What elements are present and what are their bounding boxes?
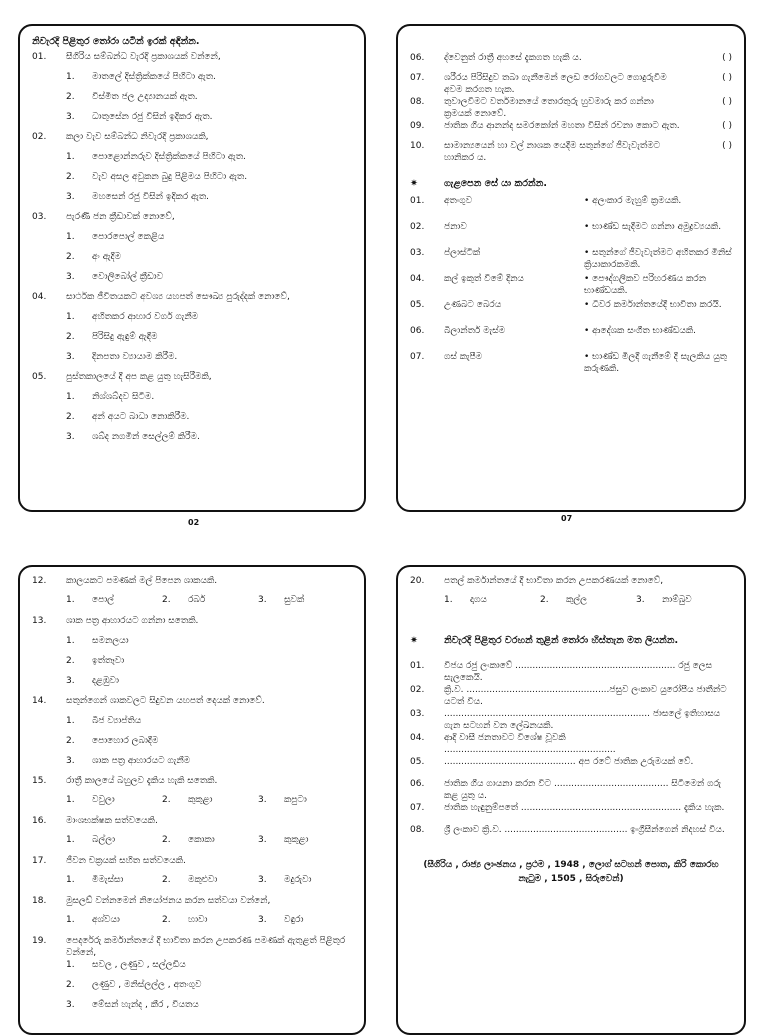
question-row (20, 211, 364, 231)
option-number: 1. (66, 72, 75, 82)
fill-heading (398, 615, 744, 660)
question-text: ජීවන චක්‍රයක් සහිත සත්වයෙකි. (66, 856, 186, 866)
option-number: 2. (66, 980, 75, 990)
option-number: 1. (66, 232, 75, 242)
option-text: කොකා (188, 835, 215, 845)
option-number: 2. (66, 412, 75, 422)
option-number: 3. (258, 595, 267, 605)
tf-row (398, 140, 744, 164)
option-number: 2. (162, 915, 171, 925)
option-row (20, 979, 364, 999)
option-text: මාතලේ දිස්ත්‍රික්කයේ පිහිටා ඇත. (92, 72, 216, 82)
option-number: 2. (540, 595, 549, 605)
option-text: අහිතකර ආහාර වර්ග ගැනීම (92, 312, 199, 322)
fill-in-list (398, 660, 744, 846)
option-row (20, 755, 364, 775)
option-text: මදුරුවා (284, 875, 312, 885)
option (162, 795, 258, 815)
option (258, 795, 354, 815)
match-right: • අලංකාර මැහුම් ක්‍රමයකි. (584, 196, 682, 206)
option-row (20, 351, 364, 371)
option-row (20, 91, 364, 111)
item-text: ශරීරය පිරිසිදුව තබා ගැනීමෙන් ලෙඩ රෝගවලට ගොදුරුවීම අවම කරගත හැක. (444, 73, 667, 95)
option-text: වවුලා (92, 795, 115, 805)
item-text: විජය රජු ලංකාවේ ........................................................ රජු ලෙස සැලකෙයි. (444, 661, 713, 683)
option-row (20, 959, 364, 979)
option-text: දාගය (470, 595, 487, 605)
question-number: 01. (32, 52, 47, 62)
item-number: 05. (410, 757, 425, 767)
option-row (20, 331, 364, 351)
item-number: 09. (410, 121, 425, 131)
option-row (20, 675, 364, 695)
question-text: පුස්තකාලයේ දී අප කළ යුතු හැසිරීමකි, (66, 372, 212, 382)
tf-row (398, 52, 744, 72)
answer-parentheses: ( ) (722, 53, 732, 63)
question-number: 13. (32, 616, 47, 626)
option-number: 2. (66, 92, 75, 102)
inline-options-row (20, 795, 364, 815)
item-text: සාමාන්‍යයෙන් හා වල් නාශක යෙදීම සතුන්ගේ ජීවැවැත්මට හානිකර ය. (444, 141, 661, 163)
fill-in-row (398, 756, 744, 778)
item-text: ආදි වාසී ජනතාවට විශේෂ වූවකි ............................................................ (444, 733, 616, 755)
answer-parentheses: ( ) (722, 97, 732, 107)
option-text: පොහොර ලබාදීම (92, 736, 159, 746)
question-text: සීගිරිය සම්බන්ධ වැරදි ප්‍රකාශයක් වන්නේ, (66, 52, 221, 62)
option-number: 1. (66, 716, 75, 726)
option-number: 1. (66, 795, 75, 805)
option-text: පොල් (92, 595, 115, 605)
item-number: 01. (410, 661, 425, 671)
fill-in-row (398, 660, 744, 684)
option-text: කපුටා (284, 795, 307, 805)
option-row (20, 999, 364, 1019)
match-right: • සතුන්ගේ ජීවැවැත්මට අහිතකර මිනිස් ක්‍රියාකාරකමකි. (584, 248, 732, 270)
option-row (20, 391, 364, 411)
option (636, 595, 732, 615)
fill-in-section (398, 567, 744, 1033)
option (540, 595, 636, 615)
item-number: 06. (410, 326, 425, 336)
option-number: 3. (66, 192, 75, 202)
option-row (20, 735, 364, 755)
question-number: 19. (32, 936, 47, 946)
option (66, 795, 162, 815)
option (66, 595, 162, 615)
question-list (20, 51, 364, 451)
option-row (20, 151, 364, 171)
question-row (20, 575, 364, 595)
option (258, 835, 354, 855)
option-text: දළඹුවා (92, 676, 119, 686)
option (258, 595, 354, 615)
option-number: 1. (66, 960, 75, 970)
matching-row (398, 195, 744, 221)
option-number: 2. (162, 795, 171, 805)
worksheet-panel-top-right (396, 24, 746, 512)
option-text: අශ්වයා (92, 915, 120, 925)
option-text: සුවක් (284, 595, 305, 605)
fill-in-row (398, 732, 744, 756)
inline-options-row (20, 835, 364, 855)
item-text: ........................................................................ ජාසලේ ඉතිහාසය ගැන සටහන් වන ලේඛනයකි. (444, 709, 721, 731)
option-text: රබර් (188, 595, 206, 605)
question-row (20, 935, 364, 959)
option-number: 2. (66, 172, 75, 182)
star-icon: ✷ (410, 635, 418, 646)
option-number: 1. (444, 595, 453, 605)
option-text: සමනලයා (92, 636, 129, 646)
true-false-list (398, 26, 744, 164)
question-text: මාංශභක්ෂක සත්වයෙකි. (66, 816, 158, 826)
item-number: 02. (410, 685, 425, 695)
option-text: මීමැස්සා (92, 875, 124, 885)
option-row (20, 715, 364, 735)
inline-options-row (20, 915, 364, 935)
option (66, 835, 162, 855)
match-left: උණබට බෙරය (444, 300, 502, 310)
option-text: ඉත්තෑවා (92, 656, 125, 666)
item-number: 08. (410, 825, 425, 835)
option-row (20, 111, 364, 131)
option-text: ධාතුසේන රජු විසින් ඉදිකර ඇත. (92, 112, 213, 122)
match-left: අතංගුව (444, 196, 473, 206)
item-text: .............................................. අප රටේ ජාතික උරුමයක් වේ. (444, 757, 694, 767)
tf-and-matching-section (398, 26, 744, 510)
question-number: 16. (32, 816, 47, 826)
option-text: ශබ්ද නගමින් සෙල්ලම් කිරීම. (92, 432, 200, 442)
option (444, 595, 540, 615)
option-text: පොළොන්නරුව දිස්ත්‍රික්කයේ පිහිටා ඇත. (92, 152, 246, 162)
item-number: 04. (410, 733, 425, 743)
worksheet-panel-bottom-left (18, 565, 366, 1035)
match-left: බිලාන්තර් මැස්ම (444, 326, 506, 336)
option-number: 3. (66, 352, 75, 362)
question-row (20, 291, 364, 311)
option-text: මේසන් හැන්ද , කීර , වියතය (92, 1000, 199, 1010)
option-number: 3. (66, 676, 75, 686)
matching-row (398, 325, 744, 351)
question-row (20, 371, 364, 391)
option-number: 3. (258, 915, 267, 925)
option-text: කුකුළා (284, 835, 309, 845)
option-text: ශාක පත්‍ර ආහාරයට ගැනීම (92, 756, 191, 766)
tf-row (398, 96, 744, 120)
option-number: 3. (66, 112, 75, 122)
question-row (20, 695, 364, 715)
question-text: මුසලඩ් වන්නමෙන් නියෝජනය කරන සත්වයා වන්නේ, (66, 896, 271, 906)
item-number: 07. (410, 73, 425, 83)
question-row (20, 51, 364, 71)
item-number: 03. (410, 709, 425, 719)
option-row (20, 191, 364, 211)
matching-row (398, 221, 744, 247)
option-text: නිශ්ශබ්දව සිටීම. (92, 392, 155, 402)
item-text: ද්වෙනුත් රාත්‍රී අහසේ දැකගත හැකි ය. (444, 53, 582, 63)
option-number: 3. (258, 875, 267, 885)
question-text: පතල් කර්මාන්තයේ දී භාවිතා කරන උපකරණයක් නොවේ, (444, 576, 664, 586)
option-row (20, 71, 364, 91)
option-number: 2. (66, 252, 75, 262)
option-number: 1. (66, 152, 75, 162)
option-number: 3. (66, 272, 75, 282)
fill-in-row (398, 824, 744, 846)
match-right: • භාණ්ඩ මිලදී ගැනීමේ දී සැලකිය යුතු කරුණකි. (584, 352, 727, 374)
inline-options-row (398, 595, 744, 615)
option-text: අන් අයට බාධා නොකිරීම. (92, 412, 190, 422)
matching-row (398, 351, 744, 377)
question-row (20, 895, 364, 915)
match-left: ප්ලාස්ටික් (444, 248, 481, 258)
option-row (20, 271, 364, 291)
question-number: 20. (410, 576, 425, 586)
question-row (398, 575, 744, 595)
worksheet-panel-top-left (18, 24, 366, 512)
question-number: 02. (32, 132, 47, 142)
mcq-section-2 (20, 567, 364, 1033)
option-row (20, 411, 364, 431)
matching-list (398, 195, 744, 377)
item-number: 06. (410, 779, 425, 789)
worksheet-panel-bottom-right (396, 565, 746, 1035)
question-number: 04. (32, 292, 47, 302)
question-row (20, 615, 364, 635)
option-number: 2. (66, 656, 75, 666)
option-row (20, 171, 364, 191)
match-right: • ආදේශක සංගීත භාණ්ඩයකි. (584, 326, 697, 336)
fill-in-row (398, 778, 744, 802)
question-row (20, 855, 364, 875)
option-number: 3. (636, 595, 645, 605)
option-text: නාම්බුව (662, 595, 692, 605)
question-text: ශාක පත්‍ර ආහාරයට ගන්නා සතෙකි. (66, 616, 199, 626)
option-text: බල්ලා (92, 835, 116, 845)
fill-in-row (398, 684, 744, 708)
mcq-section (20, 26, 364, 510)
item-number: 05. (410, 300, 425, 310)
item-text: ජාතික ගීය ආනන්ද සමරකෝන් මහතා විසින් රචනා කොට ඇත. (444, 121, 680, 131)
option-text: දිනපතා ව්‍යායාම කිරීම. (92, 352, 178, 362)
tf-row (398, 72, 744, 96)
option-text: විස්මිත ජල උද්‍යානයක් ඇත. (92, 92, 198, 102)
inline-options-row (20, 595, 364, 615)
item-number: 08. (410, 97, 425, 107)
option-row (20, 655, 364, 675)
matching-heading (398, 164, 744, 195)
option-number: 2. (66, 332, 75, 342)
question-number: 03. (32, 212, 47, 222)
item-number: 03. (410, 248, 425, 258)
option (162, 875, 258, 895)
page-number-right: 07 (561, 514, 573, 523)
match-left: කල් ඉකුත් වීමේ දිනය (444, 274, 524, 284)
item-number: 07. (410, 352, 425, 362)
answer-choices: (සීගිරිය , රාජ්‍ය ලාංඡනය , ප්‍රථම , 1948 , ලොග් සටහන් පොත, කිරි කොරහ නැටුම , 1505 , සිරුවෙන්) (423, 860, 719, 884)
question-text: සතුන්ගෙන් ශාකවලට සිදුවන යහපත් දෙයක් නොවේ. (66, 696, 265, 706)
option-text: අං ඇදීම (92, 252, 121, 262)
answer-parentheses: ( ) (722, 73, 732, 83)
option-text: හාවා (188, 915, 208, 925)
match-right: • භාණ්ඩ සැදීමට ගන්නා අමුද්‍රව්‍යයකි. (584, 222, 722, 232)
option-number: 2. (162, 835, 171, 845)
option (162, 595, 258, 615)
option-number: 1. (66, 875, 75, 885)
option-text: වඳුරා (284, 915, 304, 925)
option-number: 3. (66, 1000, 75, 1010)
fill-heading-text: නිවැරදි පිළිතුර වරහන් තුළින් තෝරා හිස්තැන මත ලියන්න. (444, 635, 679, 646)
option-number: 1. (66, 636, 75, 646)
option-row (20, 251, 364, 271)
page-number-left: 02 (188, 518, 200, 527)
option-row (20, 431, 364, 451)
question-text: පැරණි ජන ක්‍රීඩාවක් නොවේ, (66, 212, 175, 222)
match-right: • ධීවර කර්මාන්තයේදී භාවිතා කරයි. (584, 300, 722, 310)
matching-heading-text: ගැළපෙන සේ යා කරන්න. (444, 178, 547, 189)
option-text: ලණුව , මනිස්ලල්ල , අතංගුව (92, 980, 202, 990)
option-text: කුකුළා (188, 795, 213, 805)
option-number: 3. (66, 432, 75, 442)
item-number: 06. (410, 53, 425, 63)
item-text: තුවාලවීමට වර්තමානයේ තොරතුරු හුවමාරු කර ගන්නා ක්‍රමයක් නොවේ. (444, 97, 654, 119)
option-number: 3. (258, 795, 267, 805)
item-number: 07. (410, 803, 425, 813)
option-row (20, 231, 364, 251)
option-text: මකුළුවා (188, 875, 218, 885)
inline-options-row (20, 875, 364, 895)
fill-in-row (398, 802, 744, 824)
matching-row (398, 273, 744, 299)
option-number: 2. (66, 736, 75, 746)
option-text: වැව අසල අවුකන බුදු පිළිමය පිහිටා ඇත. (92, 172, 248, 182)
matching-row (398, 247, 744, 273)
question-text: සාර්ථක ජීවිතයකට අවශ්‍ය යහපත් සෞඛ්‍ය පුරුද්දක් නොවේ, (66, 292, 290, 302)
question-number: 17. (32, 856, 47, 866)
option-text: මහසෙන් රජු විසින් ඉදිකර ඇත. (92, 192, 210, 202)
option-text: වොලිබෝල් ක්‍රීඩාව (92, 272, 164, 282)
item-number: 01. (410, 196, 425, 206)
question-text: කාලයකට පමණක් මල් පිපෙන ශාකයකි. (66, 576, 218, 586)
item-text: ජාතික හැඳුනුම්පතේ ........................................................ දැකිය හැක. (444, 803, 725, 813)
option-text: පිරිසිදු ඇඳුම් ඇඳීම (92, 332, 158, 342)
question-row (20, 131, 364, 151)
option (258, 875, 354, 895)
question-text: පෙදරේරු කර්මාන්තයේ දී භාවිතා කරන උපකරණ පමණක් ඇතුළත් පිළිතුර වන්නේ, (66, 936, 346, 958)
item-text: ජාතික ගීය ගායනා කරන විට ........................................ සිටීමෙන් ගරු කළ යුතු ය. (444, 779, 721, 801)
question-number: 05. (32, 372, 47, 382)
option (258, 915, 354, 935)
question-list-2 (20, 567, 364, 1019)
match-left: ජනාව (444, 222, 467, 232)
matching-row (398, 299, 744, 325)
question-text: කලා වැව සම්බන්ධ නිවැරදි ප්‍රකාශයකි, (66, 132, 209, 142)
question-number: 12. (32, 576, 47, 586)
question-text: රාත්‍රී කාලයේ බහුලව දැකිය හැකි සතෙකි. (66, 776, 218, 786)
match-right: • පෞද්ගලිකව පරිහරණය කරන භාණ්ඩයකි. (584, 274, 707, 296)
option-text: බීජ ව්‍යාප්තිය (92, 716, 142, 726)
question-number: 18. (32, 896, 47, 906)
option-number: 2. (162, 875, 171, 885)
option-row (20, 311, 364, 331)
option (66, 875, 162, 895)
answer-parentheses: ( ) (722, 121, 732, 131)
item-number: 10. (410, 141, 425, 151)
question-row (20, 815, 364, 835)
option-number: 2. (162, 595, 171, 605)
option-text: පොරපොල් කෙළිය (92, 232, 165, 242)
option (162, 915, 258, 935)
option-number: 3. (66, 756, 75, 766)
question-20 (398, 567, 744, 615)
option-number: 1. (66, 595, 75, 605)
option-number: 3. (258, 835, 267, 845)
option-text: කුල්ල (566, 595, 588, 605)
option-number: 1. (66, 915, 75, 925)
option (162, 835, 258, 855)
question-row (20, 775, 364, 795)
item-text: ශ්‍රී ලංකාව ක්‍රි.ව. ........................................... ඉංග්‍රීසීන්ගෙන් නිදහස් විය. (444, 825, 725, 835)
option-number: 1. (66, 835, 75, 845)
option-number: 1. (66, 312, 75, 322)
option-row (20, 635, 364, 655)
item-text: ක්‍රි.ව. ..................................................ජසුව ලංකාව යුරෝපීය ජාතීන්ට යටත් විය. (444, 685, 727, 707)
option-text: සවල , ලණුව , සල්ලඩිය (92, 960, 186, 970)
option-number: 1. (66, 392, 75, 402)
match-left: ගස් කැපීම (444, 352, 483, 362)
question-number: 14. (32, 696, 47, 706)
fill-in-row (398, 708, 744, 732)
section-heading: නිවැරදි පිළිතුර තෝරා යටින් ඉරක් අඳින්න. (32, 36, 200, 47)
option (66, 915, 162, 935)
tf-row (398, 120, 744, 140)
item-number: 02. (410, 222, 425, 232)
item-number: 04. (410, 274, 425, 284)
star-icon: ✷ (410, 178, 418, 189)
question-number: 15. (32, 776, 47, 786)
answer-parentheses: ( ) (722, 141, 732, 151)
